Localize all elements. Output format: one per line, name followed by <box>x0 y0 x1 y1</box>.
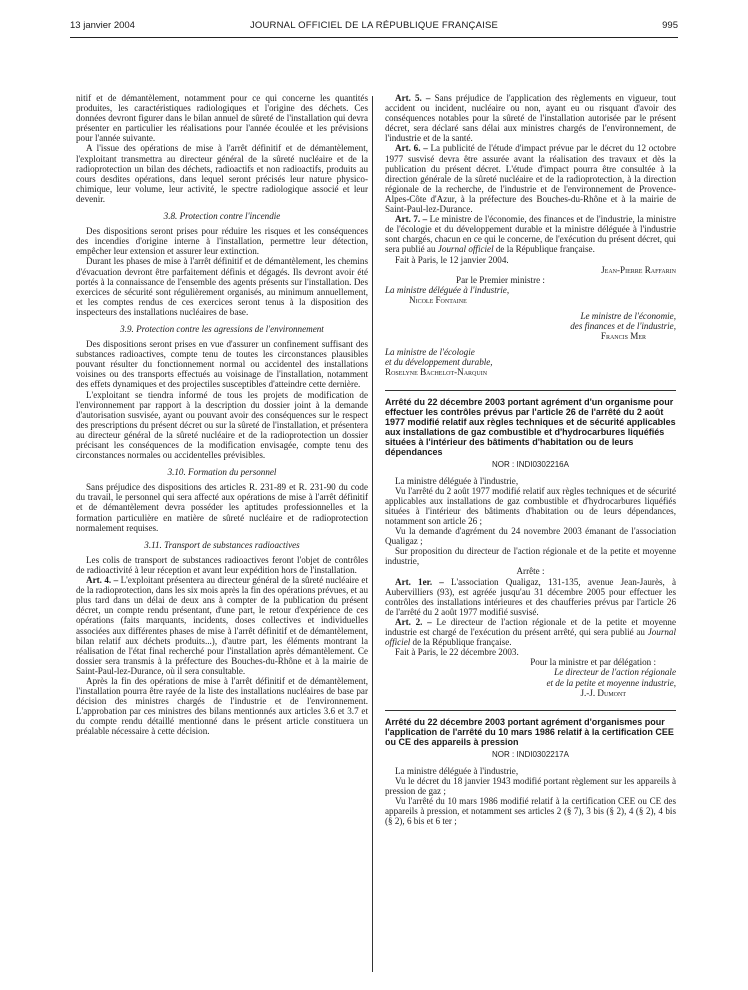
article-5 <box>385 93 676 143</box>
signatory-title: Le ministre de l'économie, <box>580 310 676 321</box>
article-text: L'association Qualigaz, 131-135, avenue Jean-Jaurès, à Aubervilliers (93), est agréée jusqu'au 31 décembre 2005 pour effectuer les contrôles des installations intérieures et des chaufferies prévus par l'article 26 de l'arrêté du 2 août 1977 modifié susvisé. <box>385 576 676 617</box>
paragraph: La ministre déléguée à l'industrie, <box>395 475 519 486</box>
section-heading-3-8: 3.8. Protection contre l'incendie <box>163 211 281 222</box>
paragraph: La ministre déléguée à l'industrie, <box>395 765 519 776</box>
signatory-title: et de la petite et moyenne industrie, <box>546 677 676 688</box>
article-label: Art. 1er. – <box>395 576 444 587</box>
article-text: Sans préjudice de l'application des règlements en vigueur, tout accident ou incident, nucléaire ou non, ayant eu ou risquant d'avoir des conséquences notables pour la sûreté de l'installation autorisée par le présent décret, sera déclaré sans délai aux ministres chargés de l'environnement, de l'industrie et de la santé. <box>385 93 676 144</box>
paragraph: Des dispositions seront prises en vue d'assurer un confinement suffisant des substances radioactives, compte tenu de toutes les circonstances plausibles pouvant résulter du fonctionnement normal ou accidentel des installations voisines ou des transports effectués au voisinage de l'installation, notamment des effets dynamiques et des projectiles susceptibles d'atteindre cette dernière. <box>76 339 368 390</box>
paragraph: Sur proposition du directeur de l'action régionale et de la petite et moyenne industrie, <box>385 546 676 567</box>
paragraph: Vu la demande d'agrément du 24 novembre 2003 émanant de l'association Qualigaz ; <box>385 526 676 547</box>
section-heading-3-11: 3.11. Transport de substances radioactives <box>144 539 300 550</box>
arrete-heading: Arrête : <box>516 566 545 577</box>
signatory-name: J.-J. Dumont <box>580 687 626 698</box>
article-label: Art. 7. – <box>395 214 428 225</box>
article-text: de la République française. <box>493 244 595 255</box>
signature-prime-minister: Jean-Pierre Raffarin <box>601 264 676 275</box>
journal-officiel: Journal officiel <box>385 627 676 648</box>
article-text: Le ministre de l'économie, des finances et de l'industrie, la ministre de l'écologie et du développement durable et la ministre déléguée à l'industrie sont chargés, chacun en ce qui le concerne, de l'exécution du présent décret, qui sera publié au <box>385 214 677 255</box>
signatory-name: Nicole Fontaine <box>409 294 467 305</box>
nor-reference: NOR : INDI0302216A <box>492 459 569 469</box>
paragraph: Vu le décret du 18 janvier 1943 modifié portant règlement sur les appareils à pression de gaz ; <box>385 775 676 796</box>
article-7 <box>385 214 676 254</box>
article-label: Art. 6. – <box>395 143 428 154</box>
article-label: Art. 2. – <box>395 616 432 627</box>
paragraph: A l'issue des opérations de mise à l'arrêt définitif et de démantèlement, l'exploitant transmettra au directeur général de la sûreté nucléaire et de la radioprotection un bilan des déchets, radioactifs et non radioactifs, produits au cours desdites opérations, dans lequel seront précisés leur nature physico-chimique, leur volume, leur activité, le spectre radiologique associé et leur devenir. <box>76 143 368 204</box>
signing-place-date: Fait à Paris, le 22 décembre 2003. <box>395 647 519 658</box>
paragraph: Durant les phases de mise à l'arrêt définitif et de démantèlement, les chemins d'évacuation devront être parfaitement définis et dégagés. Ils devront avoir été portés à la connaissance de l'ensemble des agents présents sur l'installation. Des exercices de sécurité sont régulièrement organisés, au minimum annuellement, et les comptes rendus de ces exercices seront tenus à la disposition des inspecteurs des installations nucléaires de base. <box>76 256 368 317</box>
article-label: Art. 4. – <box>86 575 119 586</box>
left-column <box>76 93 368 737</box>
article-1 <box>385 577 676 617</box>
article-4 <box>76 575 368 676</box>
signing-place-date: Fait à Paris, le 12 janvier 2004. <box>395 254 509 265</box>
signatory-title: Le directeur de l'action régionale <box>554 667 676 678</box>
signatory-title: et du développement durable, <box>385 357 493 368</box>
paragraph: Sans préjudice des dispositions des articles R. 231-89 et R. 231-90 du code du travail, le personnel qui sera affecté aux opérations de mise à l'arrêt définitif et de démantèlement devra posséder les aptitudes professionnelles et la formation particulière en matière de sûreté nucléaire et de radioprotection normalement requises. <box>76 482 368 533</box>
paragraph: Des dispositions seront prises pour réduire les risques et les conséquences des incendies d'origine interne à l'installation, permettre leur détection, empêcher leur extension et assurer leur extinction. <box>76 226 368 257</box>
article-text: Le directeur de l'action régionale et de la petite et moyenne industrie est chargé de l'exécution du présent arrêté, qui sera publié au <box>385 616 677 638</box>
delegation-line: Pour la ministre et par délégation : <box>530 657 656 668</box>
header-date: 13 janvier 2004 <box>70 20 135 31</box>
right-column <box>385 93 676 826</box>
article-6 <box>385 143 676 214</box>
by-prime-minister: Par le Premier ministre : <box>456 274 545 285</box>
section-heading-3-10: 3.10. Formation du personnel <box>167 467 277 478</box>
signatory-name: Roselyne Bachelot-Narquin <box>385 367 488 378</box>
signatory-title: La ministre déléguée à l'industrie, <box>385 284 510 295</box>
paragraph: Vu l'arrêté du 10 mars 1986 modifié relatif à la certification CEE ou CE des appareils à pression, et notamment ses articles 2 (§ 7), 3 bis (§ 2), 4 (§ 2), 4 bis (§ 2), 6 bis et 6 ter ; <box>385 796 676 827</box>
section-heading-3-9: 3.9. Protection contre les agressions de l'environnement <box>120 323 324 334</box>
paragraph: L'exploitant se tiendra informé de tous les projets de modification de l'environnement par rapport à la description du dossier joint à la demande d'autorisation susvisée, ayant ou pouvant avoir des conséquences sur le respect des prescriptions du présent décret ou sur la sûreté de l'installation, et présentera au directeur général de la sûreté nucléaire et de la radioprotection un dossier précisant les conséquences de la modification envisagée, compte tenu des circonstances normales ou accidentelles prévisibles. <box>76 389 368 461</box>
page-header <box>70 20 678 36</box>
header-page-number: 995 <box>662 20 678 31</box>
nor-reference: NOR : INDI0302217A <box>492 749 569 759</box>
signatory-name: Francis Mer <box>600 331 646 342</box>
header-rule <box>70 37 678 38</box>
article-text: L'exploitant présentera au directeur général de la sûreté nucléaire et de la radioprotection, dans les six mois après la fin des opérations prévues, et au plus tard dans un délai de deux ans à compter de la publication du présent décret, un compte rendu présentant, d'une part, le retour d'expérience de ces opérations (faits marquants, incidents, doses collectives et individuelles associées aux différentes phases de mise à l'arrêt définitif et de démantèlement, bilan relatif aux déchets produits...), d'autre part, les éléments montrant la réalisation de l'état final recherché pour l'installation après démantèlement. Ce dossier sera transmis à la préfecture des Bouches-du-Rhône et à la mairie de Saint-Paul-lez-Durance, où il sera consultable. <box>76 575 368 676</box>
decree-title: Arrêté du 22 décembre 2003 portant agrément d'organismes pour l'application de l'arrêté du 10 mars 1986 relatif à la certification CEE ou CE des appareils à pression <box>385 710 676 747</box>
header-title: JOURNAL OFFICIEL DE LA RÉPUBLIQUE FRANÇAISE <box>249 20 499 31</box>
signatory-title: des finances et de l'industrie, <box>570 321 676 332</box>
paragraph: Les colis de transport de substances radioactives feront l'objet de contrôles de radioactivité à leur réception et avant leur expédition hors de l'installation. <box>76 554 368 575</box>
paragraph: Vu l'arrêté du 2 août 1977 modifié relatif aux règles techniques et de sécurité applicables aux installations de gaz combustible et d'hydrocarbures liquéfiés situées à l'intérieur des bâtiments d'habitation ou de leurs dépendances, notamment son article 26 ; <box>385 485 676 526</box>
journal-officiel: Journal officiel <box>437 244 494 255</box>
paragraph: nitif et de démantèlement, notamment pour ce qui concerne les quantités produites, les caractéristiques radiologiques et l'origine des déchets. Ces données devront figurer dans le bilan annuel de sûreté de l'installation qui devra présenter en particulier les réalisations pour l'année écoulée et les prévisions pour l'année suivante. <box>76 93 368 144</box>
article-2 <box>385 617 676 647</box>
paragraph: Après la fin des opérations de mise à l'arrêt définitif et de démantèlement, l'installation pourra être rayée de la liste des installations nucléaires de base par décision des ministres chargés de l'industrie et de l'environnement. L'approbation par ces ministres des bilans mentionnés aux articles 3.6 et 3.7 et du compte rendu détaillé mentionné dans le présent article constituera un préalable nécessaire à cette décision. <box>76 675 368 737</box>
column-divider <box>372 96 373 972</box>
article-text: de la République française. <box>410 637 512 648</box>
decree-title: Arrêté du 22 décembre 2003 portant agrément d'un organisme pour effectuer les contrôles prévus par l'article 26 de l'arrêté du 2 août 1977 modifié relatif aux règles techniques et de sécurité applicables aux installations de gaz combustible et d'hydrocarbures liquéfiés situées à l'intérieur des bâtiments d'habitation ou de leurs dépendances <box>385 390 676 457</box>
article-text: La publicité de l'étude d'impact prévue par le décret du 12 octobre 1977 susvisé devra être assurée avant la réalisation des travaux et dès la publication du présent décret. L'étude d'impact pourra être consultée à la direction générale de la sûreté nucléaire et de la radioprotection, à la direction régionale de la recherche, de l'industrie et de l'environnement de Provence-Alpes-Côte d'Azur, à la préfecture des Bouches-du-Rhône et à la mairie de Saint-Paul-lez-Durance. <box>385 143 676 215</box>
article-label: Art. 5. – <box>395 93 431 103</box>
signatory-title: La ministre de l'écologie <box>385 347 475 358</box>
